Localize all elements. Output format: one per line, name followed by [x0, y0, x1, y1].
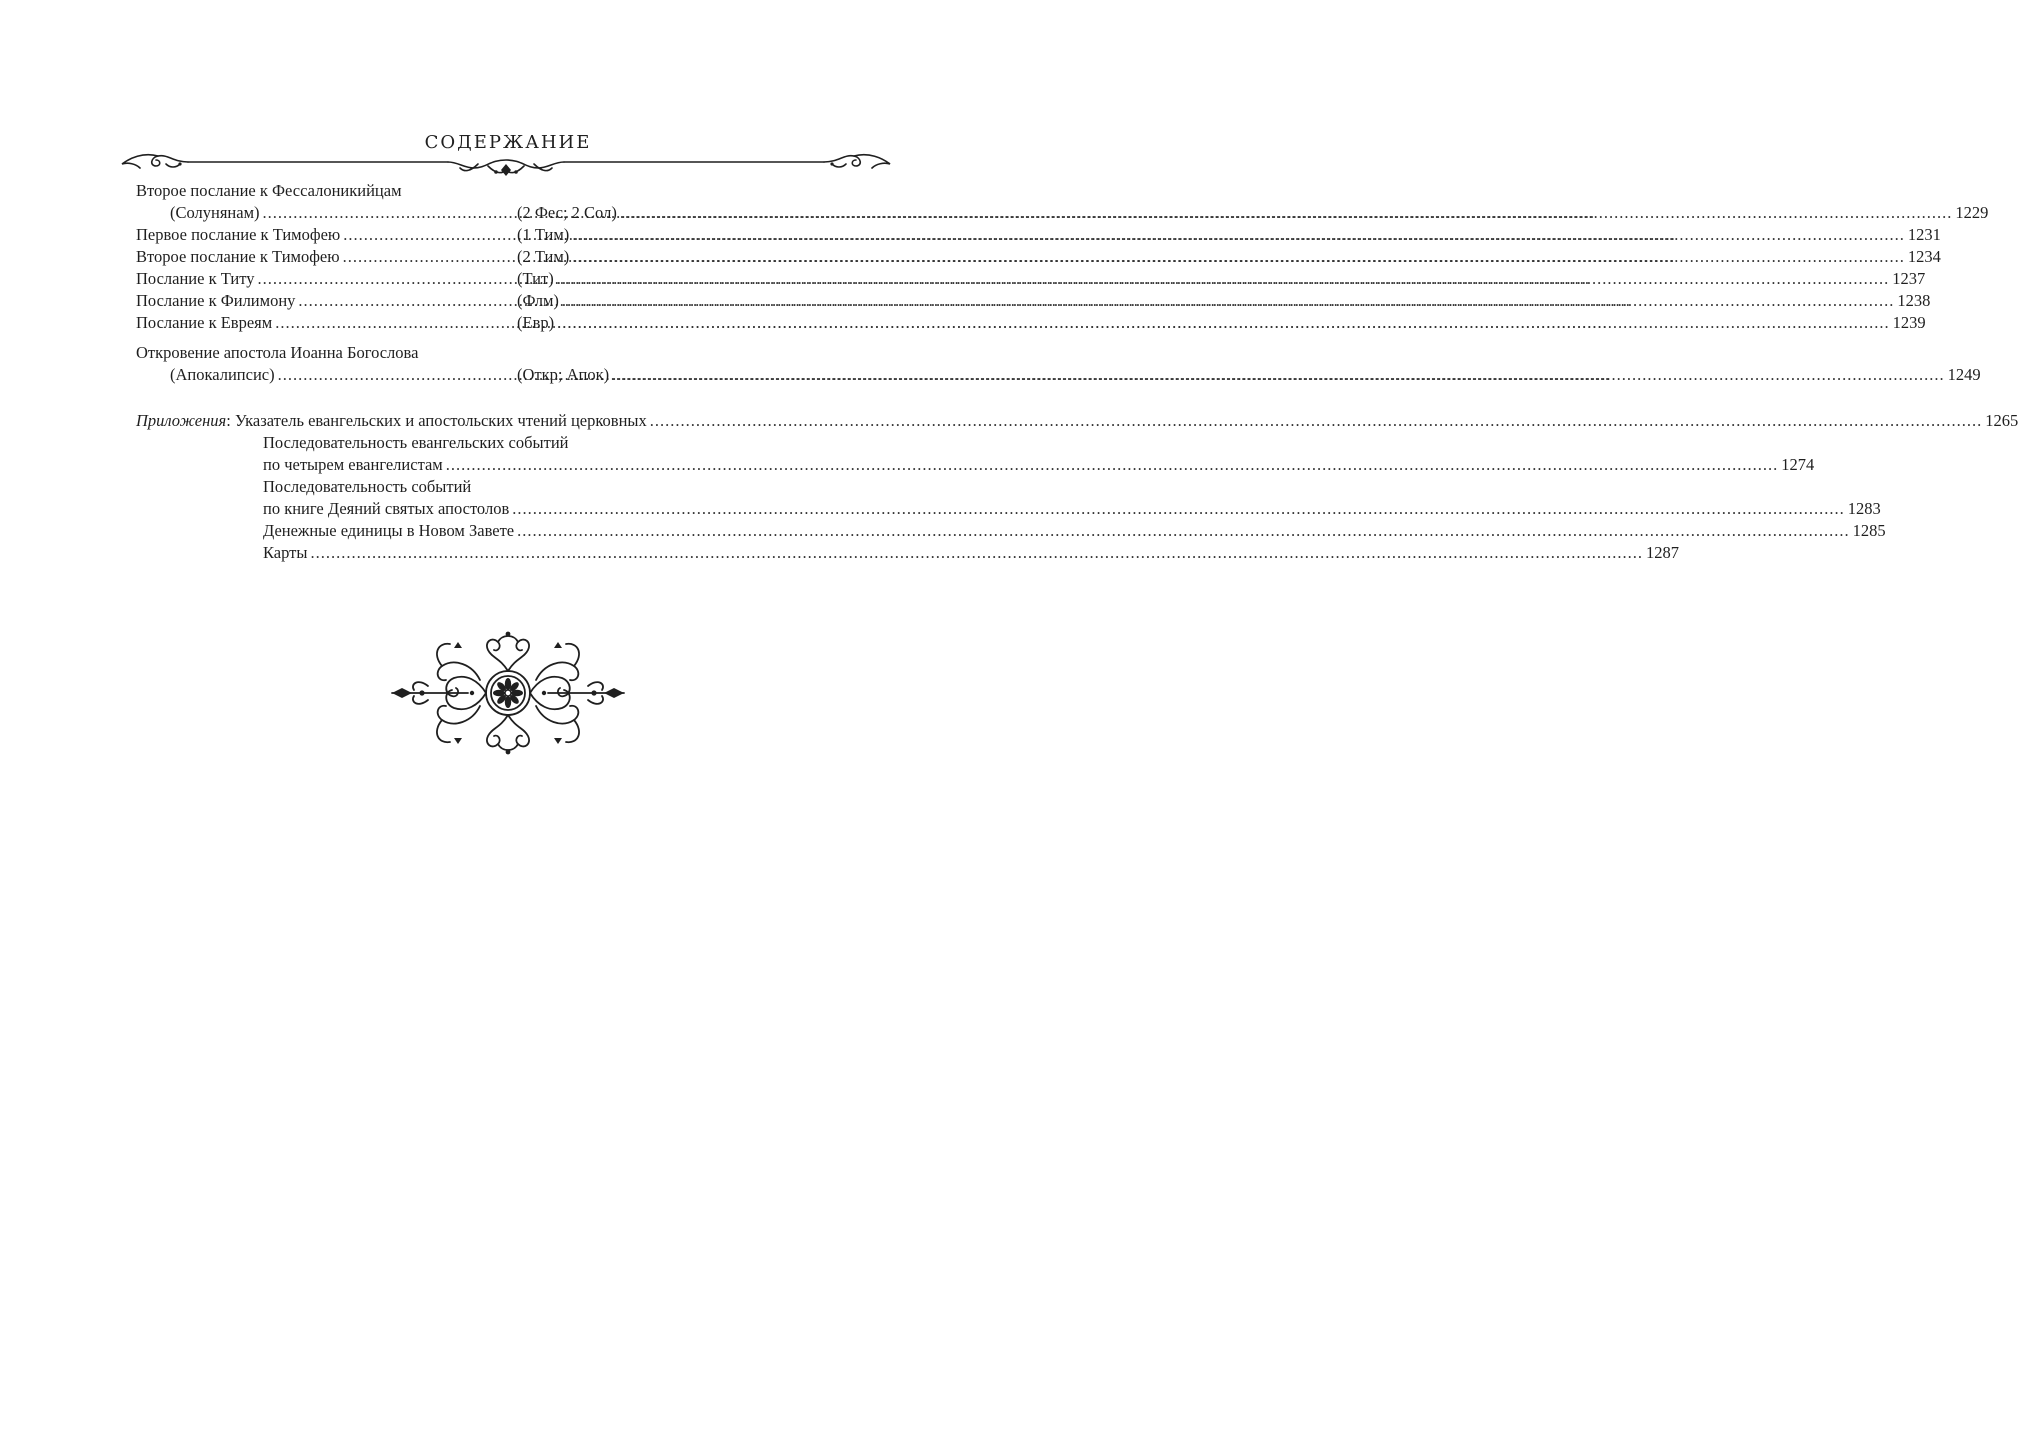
dot-leader [557, 312, 1890, 334]
dot-leader [572, 246, 1905, 268]
toc-entry-page: 1238 [1897, 291, 1931, 310]
toc-entry-abbreviation: (Откр; Апок) [517, 365, 610, 384]
toc-entry-title: Второе послание к Тимофею [136, 247, 340, 266]
appendix-entry-heading [136, 432, 878, 454]
appendix-title: Карты [263, 543, 308, 562]
table-of-contents [136, 180, 2018, 564]
appendix-entry[interactable] [136, 454, 1815, 476]
appendix-page: 1283 [1847, 499, 1881, 518]
toc-entry-abbreviation: (2 Фес; 2 Сол) [517, 203, 617, 222]
dot-leader [620, 202, 1953, 224]
appendix-title: Последовательность событий [263, 477, 472, 496]
floral-vignette-icon [388, 628, 628, 758]
dot-leader [512, 498, 1845, 520]
toc-entry-abbreviation: (Флм) [517, 291, 559, 310]
dot-leader [612, 364, 1945, 386]
toc-entry-abbreviation: (2 Тим) [517, 247, 570, 266]
page-title: СОДЕРЖАНИЕ [424, 132, 592, 153]
dot-leader [562, 290, 1895, 312]
toc-entry-abbreviation: (1 Тим) [517, 225, 570, 244]
toc-entry-page: 1249 [1947, 365, 1981, 384]
appendix-entry[interactable] [136, 542, 1679, 564]
dot-leader [572, 224, 1905, 246]
toc-entry[interactable] [136, 268, 1926, 290]
toc-entry-title: Послание к Филимону [136, 291, 296, 310]
toc-entry-title: Первое послание к Тимофею [136, 225, 341, 244]
dot-leader [650, 410, 1983, 432]
appendix-title: Указатель евангельских и апостольских чтений церковных [234, 411, 647, 430]
dot-leader [517, 520, 1850, 542]
toc-entry-heading [136, 342, 878, 364]
ornamental-rule-icon [118, 152, 894, 182]
toc-entry-title: (Апокалипсис) [170, 365, 275, 384]
appendix-entry[interactable] [136, 498, 1881, 520]
dot-leader [310, 542, 1643, 564]
toc-entry-abbreviation: (Евр) [517, 313, 555, 332]
label-colon: : [226, 411, 235, 430]
toc-entry[interactable] [136, 290, 1931, 312]
appendix-page: 1274 [1781, 455, 1815, 474]
dot-leader [446, 454, 1779, 476]
appendix-page: 1287 [1645, 543, 1679, 562]
appendix-title: по книге Деяний святых апостолов [263, 499, 510, 518]
toc-entry-page: 1231 [1907, 225, 1941, 244]
toc-entry-title: (Солунянам) [170, 203, 260, 222]
appendix-page: 1285 [1852, 521, 1886, 540]
toc-entry-heading [136, 180, 878, 202]
appendix-title: Денежные единицы в Новом Завете [263, 521, 515, 540]
appendix-title: Последовательность евангельских событий [263, 433, 569, 452]
toc-entry-title: Второе послание к Фессалоникийцам [136, 181, 402, 200]
appendices-label: Приложения [136, 411, 227, 430]
toc-entry-title: Послание к Титу [136, 269, 255, 288]
toc-entry-page: 1239 [1892, 313, 1926, 332]
toc-entry[interactable] [136, 224, 1941, 246]
appendix-page: 1265 [1985, 411, 2018, 430]
toc-entry-title: Откровение апостола Иоанна Богослова [136, 343, 419, 362]
appendix-entry-heading [136, 476, 878, 498]
toc-entry-page: 1229 [1955, 203, 1989, 222]
toc-entry-page: 1234 [1907, 247, 1941, 266]
appendix-entry[interactable] [136, 520, 1886, 542]
dot-leader [557, 268, 1890, 290]
toc-entry-abbreviation: (Тит) [517, 269, 554, 288]
toc-entry[interactable] [136, 202, 1989, 224]
toc-entry[interactable] [136, 246, 1941, 268]
appendix-entry[interactable] [136, 410, 2018, 432]
toc-entry[interactable] [136, 312, 1926, 334]
toc-entry-title: Послание к Евреям [136, 313, 273, 332]
toc-entry-page: 1237 [1892, 269, 1926, 288]
toc-entry[interactable] [136, 364, 1981, 386]
appendix-title: по четырем евангелистам [263, 455, 443, 474]
